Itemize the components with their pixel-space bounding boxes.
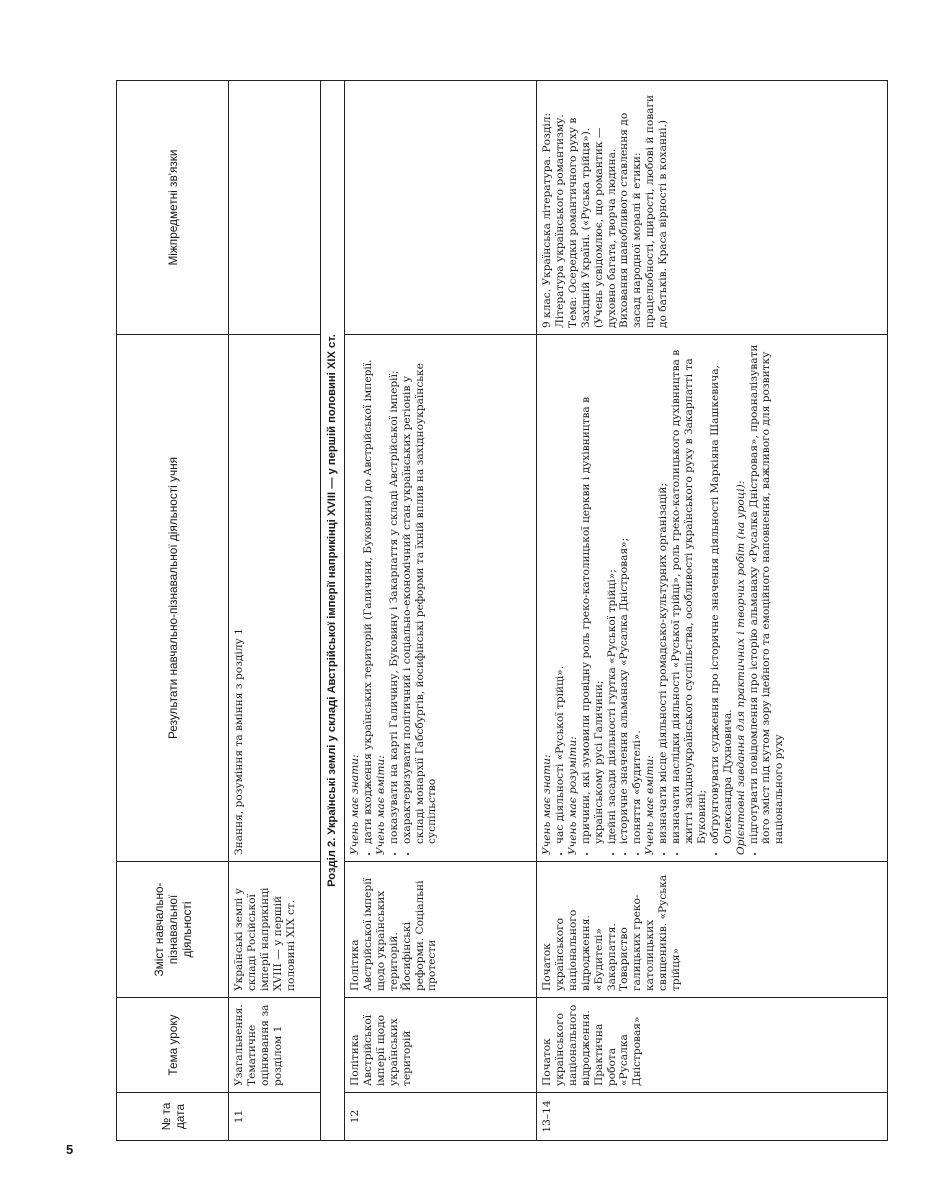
row1314-tasks-label: Орієнтовні завдання для практичних і творчих робіт (на уроці): [734,480,747,855]
list-item: • визначати наслідки діяльності «Руської трійці», роль греко-католицького духівництва в житті західноукраїнського суспільства, особливості українського руху в Закарпатті та Буковині; [670,341,709,844]
list-item: • обґрунтовувати судження про історичне значення діяльності Маркіяна Шашкевича, Олександра Духновича. [709,341,735,844]
list-item: • підготувати повідомлення про історію альманаху «Русалка Дністровая», проаналізувати його зміст під кутом зору ідейного та емоційного наповнення, важливого для розвитку національного руху [748,341,787,844]
row12-num: 12 [345,1093,537,1141]
list-item: • час діяльності «Руської трійці». [554,341,567,844]
row1314-results [537,335,888,862]
row12-content: Політика Австрійської імперії щодо українських територій. Йосифінські реформи. Соціальні протести [345,862,537,998]
row12-able-list [388,341,440,855]
rotated-table-frame [116,81,888,1141]
row1314-able-list [657,341,734,855]
header-results: Результати навчально-пізнавальної діяльності учня [117,335,229,862]
table-row-11 [229,81,321,1141]
list-item: • ідейні засади діяльності гуртка «Руської трійці»; [606,341,619,844]
lesson-plan-table [116,80,888,1141]
row1314-num: 13–14 [537,1093,888,1141]
row11-topic: Узагальнення. Тематичне оцінювання за розділом 1 [229,998,321,1093]
row1314-content: Початок українського національного відродження. «Будителі» Закарпаття. Товариство галицьких греко-католицьких священиків. «Руська трійця» [537,862,888,998]
row1314-know-label: Учень має знати: [541,754,553,855]
header-topic: Тема уроку [117,998,229,1093]
list-item: • причини, які зумовили провідну роль греко-католицької церкви і духівництва в українському русі Галичини; [580,341,606,844]
row12-topic: Політика Австрійської імперії щодо українських територій [345,998,537,1093]
section-title: Розділ 2. Українські землі у складі Австрійської імперії наприкінці XVIII — у першій половині XIX ст. [321,81,345,1141]
row1314-able-label: Учень має вміти: [644,755,657,855]
section-row [321,81,345,1141]
list-item: • визначати місце діяльності громадсько-культурних організацій; [657,341,670,844]
row11-links [229,81,321,335]
row12-know-label: Учень має знати: [349,754,361,855]
row1314-topic: Початок українського національного відродження. Практична робота «Русалка Дністровая» [537,998,888,1093]
row12-know-list [362,341,375,855]
row1314-understand-label: Учень має розуміти: [566,736,579,855]
list-item: • охарактеризувати політичний і соціально-економічний стан українських регіонів у складі монархії Габсбургів, йосифінські реформи та їхній вплив на західноукраїнське суспільство [401,341,440,844]
page-number: 5 [66,1142,74,1157]
row12-able-label: Учень має вміти: [374,755,387,855]
header-row [117,81,229,1141]
table-row-13-14 [537,81,888,1141]
header-links: Міжпредметні зв'язки [117,81,229,335]
header-num: № та дата [117,1093,229,1141]
row12-links [345,81,537,335]
row1314-understand-list [580,341,645,855]
row11-content: Українські землі у складі Російської імперії наприкінці XVIII — у першій половині XIX ст. [229,862,321,998]
list-item: • поняття «будителі». [631,341,644,844]
table-row-12 [345,81,537,1141]
row1314-tasks-list [748,341,787,855]
row12-results [345,335,537,862]
list-item: • історичне значення альманаху «Русалка Дністровая»; [618,341,631,844]
row1314-know-list [554,341,567,855]
row1314-links: 9 клас. Українська література. Розділ: Література українського романтизму. Тема: Осередки романтичного руху в Західній Україні. («Руська трійця»). (Учень усвідомлює, що романтик — духовно багата, творча людина. Виховання шанобливого ставлення до засад народної моралі й етики: працелюбності, щирості, любові й поваги до батьків. Краса вірності в коханні.) [537,81,888,335]
list-item: • показувати на карті Галичину, Буковину і Закарпаття у складі Австрійської імперії; [388,341,401,844]
row11-results: Знання, розуміння та вміння з розділу 1 [229,335,321,862]
row11-num: 11 [229,1093,321,1141]
header-content: Зміст навчально-пізнавальної діяльності [117,862,229,998]
list-item: • дати входження українських територій (Галичини, Буковини) до Австрійської імперії. [362,341,375,844]
